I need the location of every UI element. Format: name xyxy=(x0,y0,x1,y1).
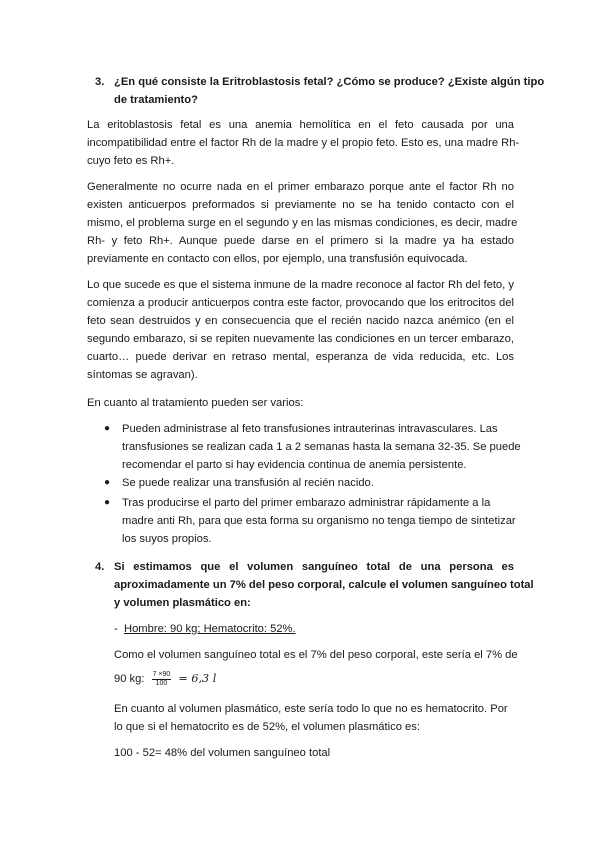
paragraph-2-line5: previamente en contacto con ellos, por ejemplo, una transfusión equivocada. xyxy=(87,253,468,265)
calc-1-line2 xyxy=(114,670,216,688)
case-label: Hombre: 90 kg; Hematocrito: 52%. xyxy=(124,623,296,635)
question-4-number: 4. xyxy=(95,561,105,573)
question-3-title-line2: de tratamiento? xyxy=(114,94,198,106)
bullet-1-icon: ● xyxy=(104,423,111,434)
question-4-line3: y volumen plasmático en: xyxy=(114,597,251,609)
bullet-2-icon: ● xyxy=(104,477,111,488)
paragraph-3-line3: feto sean destruidos y en consecuencia que el recién nacido nazca anémico (en el xyxy=(87,315,514,327)
case-dash: - xyxy=(114,623,118,635)
question-3-title-line1: ¿En qué consiste la Eritroblastosis fetal? ¿Cómo se produce? ¿Existe algún tipo xyxy=(114,76,545,88)
paragraph-2-line1: Generalmente no ocurre nada en el primer embarazo porque ante el factor Rh no xyxy=(87,181,514,193)
calc-1-result: = 6,3 l xyxy=(178,672,217,685)
bullet-1-line1: Pueden administrase al feto transfusiones intrauterinas intravasculares. Las xyxy=(122,423,498,435)
bullet-1-line3: recomendar el parto si hay evidencia continua de anemia persistente. xyxy=(122,459,467,471)
treatment-intro: En cuanto al tratamiento pueden ser varios: xyxy=(87,397,304,409)
calc-1-prefix: 90 kg: xyxy=(114,673,145,685)
paragraph-3-line1: Lo que sucede es que el sistema inmune de la madre reconoce al factor Rh del feto, y xyxy=(87,279,514,291)
paragraph-2-line2: existen anticuerpos preformados si previamente no se ha tenido contacto con el xyxy=(87,199,514,211)
paragraph-3-line2: comienza a producir anticuerpos contra este factor, provocando que los eritrocitos del xyxy=(87,297,514,309)
paragraph-3-line5: cuarto… puede derivar en retraso mental, esperanza de vida reducida, etc. Los xyxy=(87,351,514,363)
calc-1-fraction-denominator: 100 xyxy=(155,679,168,687)
calc-2-line2: lo que si el hematocrito es de 52%, el volumen plasmático es: xyxy=(114,721,420,733)
calc-1-fraction-numerator: 7 ×90 xyxy=(152,670,171,678)
bullet-3-icon: ● xyxy=(104,497,111,508)
bullet-2-line1: Se puede realizar una transfusión al recién nacido. xyxy=(122,477,374,489)
paragraph-3-line4: segundo embarazo, si se repiten nuevamente las condiciones en un tercer embarazo, xyxy=(87,333,514,345)
paragraph-1-line1: La eritoblastosis fetal es una anemia hemolítica en el feto causada por una xyxy=(87,119,514,131)
bullet-1-line2: transfusiones se realizan cada 1 a 2 semanas hasta la semana 32-35. Se puede xyxy=(122,441,521,453)
paragraph-1-line3: cuyo feto es Rh+. xyxy=(87,155,175,167)
bullet-3-line1: Tras producirse el parto del primer embarazo administrar rápidamente a la xyxy=(122,497,491,509)
bullet-3-line2: madre anti Rh, para que esta forma su organismo no tenga tiempo de sintetizar xyxy=(122,515,516,527)
question-3-number: 3. xyxy=(95,76,105,88)
paragraph-1-line2: incompatibilidad entre el factor Rh de la madre y el propio feto. Esto es, una madre Rh- xyxy=(87,137,520,149)
bullet-3-line3: los suyos propios. xyxy=(122,533,212,545)
paragraph-2-line3: mismo, el problema surge en el segundo y en las mismas condiciones, es decir, madre xyxy=(87,217,518,229)
paragraph-3-line6: síntomas se agravan). xyxy=(87,369,198,381)
calc-2-line1: En cuanto al volumen plasmático, este sería todo lo que no es hematocrito. Por xyxy=(114,703,508,715)
calc-1-line1: Como el volumen sanguíneo total es el 7% del peso corporal, este sería el 7% de xyxy=(114,649,518,661)
calc-2-line3: 100 - 52= 48% del volumen sanguíneo total xyxy=(114,747,331,759)
question-4-line2: aproximadamente un 7% del peso corporal, calcule el volumen sanguíneo total xyxy=(114,579,534,591)
calc-1-fraction xyxy=(152,671,172,688)
question-4-line1: Si estimamos que el volumen sanguíneo total de una persona es xyxy=(114,561,514,573)
paragraph-2-line4: Rh- y feto Rh+. Aunque puede darse en el primero si la madre ya ha estado xyxy=(87,235,514,247)
